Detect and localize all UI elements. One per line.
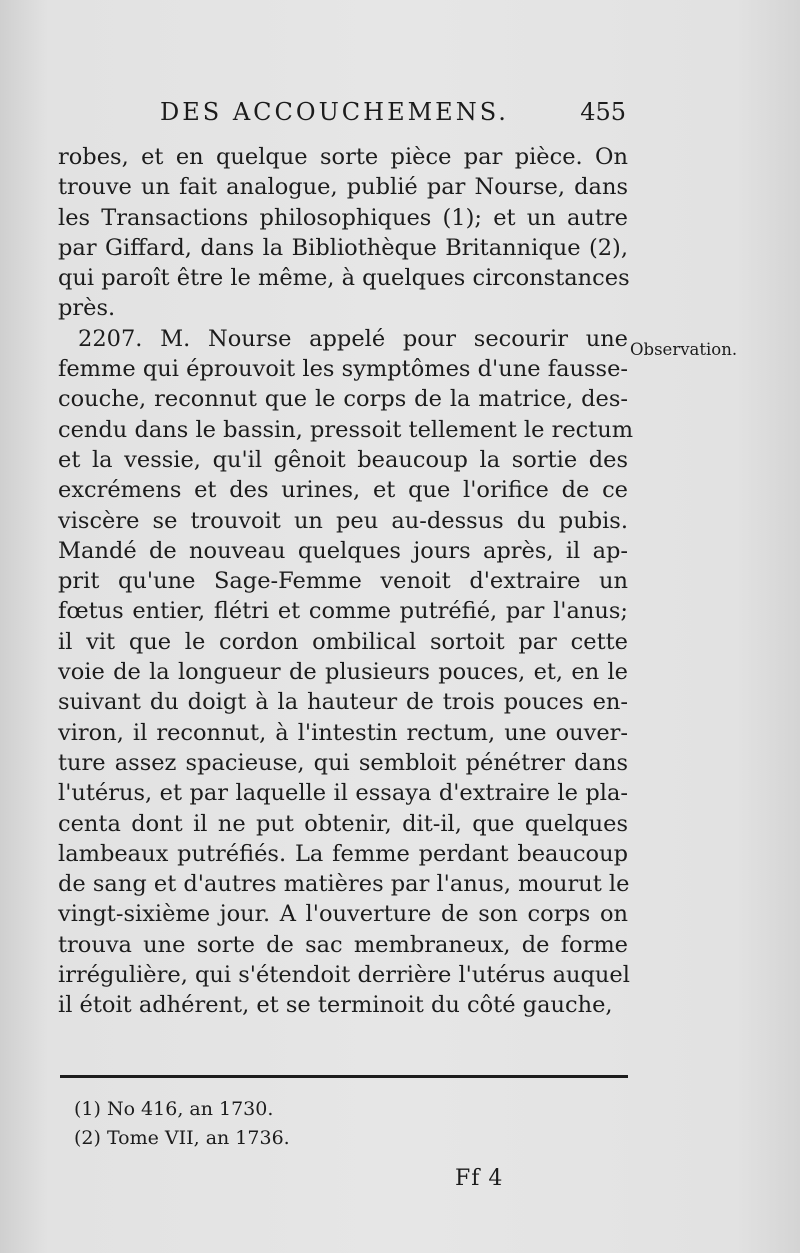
text-line: ture assez spacieuse, qui sembloit pénétrer dans bbox=[58, 749, 628, 776]
paragraph-start-line: 2207. M. Nourse appelé pour secourir une bbox=[78, 325, 628, 352]
text-line: centa dont il ne put obtenir, dit-il, que quelques bbox=[58, 810, 628, 837]
text-line: près. bbox=[58, 295, 116, 322]
text-line: femme qui éprouvoit les symptômes d'une fausse- bbox=[58, 356, 628, 383]
text-line: viron, il reconnut, à l'intestin rectum, une ouver- bbox=[58, 719, 628, 746]
text-line: fœtus entier, flétri et comme putréfié, par l'anus; bbox=[58, 598, 628, 625]
text-line: trouva une sorte de sac membraneux, de forme bbox=[58, 931, 628, 958]
body-text bbox=[58, 142, 634, 1021]
text-line: et la vessie, qu'il gênoit beaucoup la sortie des bbox=[58, 446, 628, 473]
text-line: couche, reconnut que le corps de la matrice, des- bbox=[58, 386, 628, 413]
running-title: DES ACCOUCHEMENS. bbox=[160, 98, 509, 126]
text-line: les Transactions philosophiques (1); et un autre bbox=[58, 204, 628, 231]
text-line: il étoit adhérent, et se terminoit du côté gauche, bbox=[58, 992, 613, 1019]
text-line: prit qu'une Sage-Femme venoit d'extraire un bbox=[58, 568, 628, 595]
text-line: Mandé de nouveau quelques jours après, il ap- bbox=[58, 537, 628, 564]
footnotes bbox=[74, 1095, 290, 1153]
text-line: l'utérus, et par laquelle il essaya d'extraire le pla- bbox=[58, 780, 628, 807]
text-line: cendu dans le bassin, pressoit tellement le rectum bbox=[58, 416, 634, 443]
printer-signature: Ff 4 bbox=[455, 1166, 504, 1191]
margin-note: Observation. bbox=[630, 340, 738, 359]
text-line: qui paroît être le même, à quelques circonstances bbox=[58, 265, 630, 292]
text-line: irrégulière, qui s'étendoit derrière l'utérus auquel bbox=[58, 962, 630, 989]
text-line: lambeaux putréfiés. La femme perdant beaucoup bbox=[58, 840, 628, 867]
page-number: 455 bbox=[580, 98, 626, 126]
text-line: excrémens et des urines, et que l'orifice de ce bbox=[58, 477, 628, 504]
text-line: voie de la longueur de plusieurs pouces, et, en le bbox=[58, 659, 628, 686]
page-header bbox=[160, 98, 626, 134]
text-line: par Giffard, dans la Bibliothèque Britannique (2), bbox=[58, 234, 628, 261]
text-line: viscère se trouvoit un peu au-dessus du pubis. bbox=[58, 507, 628, 534]
text-line: il vit que le cordon ombilical sortoit par cette bbox=[58, 628, 628, 655]
text-line: trouve un fait analogue, publié par Nourse, dans bbox=[58, 174, 628, 201]
text-line: suivant du doigt à la hauteur de trois pouces en- bbox=[58, 689, 628, 716]
text-line: de sang et d'autres matières par l'anus, mourut le bbox=[58, 871, 630, 898]
footnote: (1) No 416, an 1730. bbox=[74, 1098, 274, 1120]
footnote: (2) Tome VII, an 1736. bbox=[74, 1127, 290, 1149]
footnote-rule bbox=[60, 1075, 628, 1078]
text-line: robes, et en quelque sorte pièce par pièce. On bbox=[58, 144, 628, 170]
text-line: vingt-sixième jour. A l'ouverture de son corps on bbox=[58, 901, 628, 928]
